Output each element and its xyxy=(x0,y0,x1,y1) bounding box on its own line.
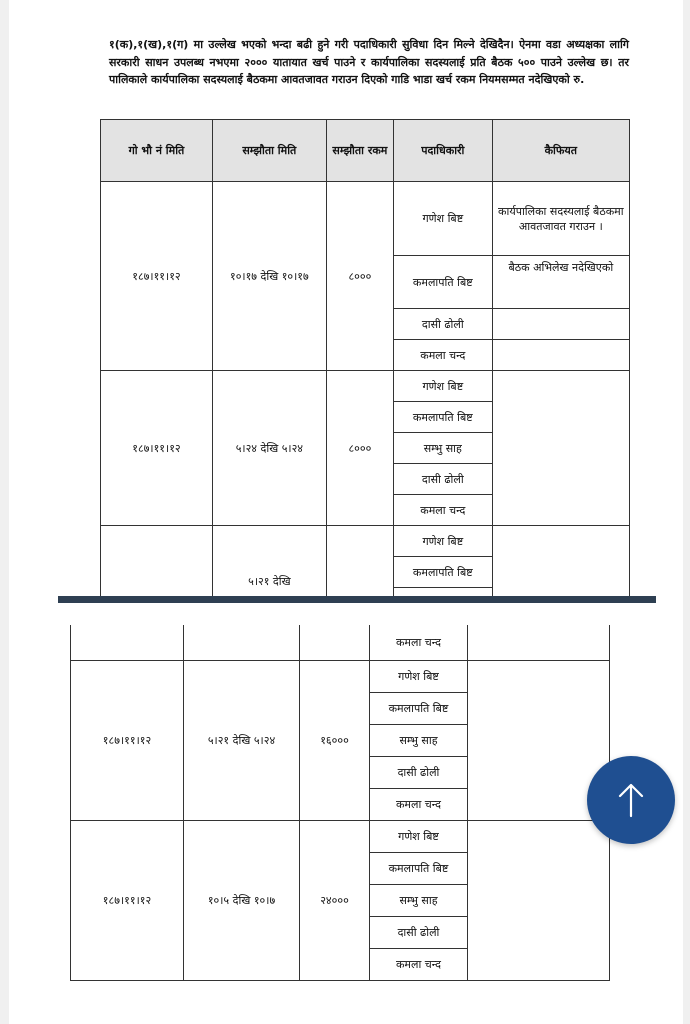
official-cell: कमला चन्द xyxy=(370,788,468,820)
official-cell: कमलापति बिष्ट xyxy=(370,852,468,884)
header-agreement-amount: सम्झौता रकम xyxy=(326,120,393,182)
official-cell: गणेश बिष्ट xyxy=(370,820,468,852)
agreement-date-cell: १०।५ देखि १०।७ xyxy=(184,820,300,980)
header-official: पदाधिकारी xyxy=(393,120,492,182)
agreement-date-cell: १०।१७ देखि १०।१७ xyxy=(212,182,326,371)
agreement-date-cell xyxy=(184,625,300,660)
remarks-cell xyxy=(492,309,629,340)
amount-cell: ८००० xyxy=(326,371,393,526)
official-cell: गणेश बिष्ट xyxy=(370,660,468,692)
agreement-date-cell: ५।२१ देखि ५।२४ xyxy=(184,660,300,820)
remarks-cell xyxy=(468,820,610,980)
official-cell: गणेश बिष्ट xyxy=(393,182,492,256)
amount-cell: १६००० xyxy=(300,660,370,820)
voucher-cell: १८७।११।१२ xyxy=(71,820,184,980)
expense-table-upper xyxy=(100,119,630,596)
agreement-date-cell: ५।२१ देखि xyxy=(212,526,326,597)
amount-cell xyxy=(300,625,370,660)
agreement-date-cell: ५।२४ देखि ५।२४ xyxy=(212,371,326,526)
voucher-cell xyxy=(71,625,184,660)
official-cell: गणेश बिष्ट xyxy=(393,526,492,557)
table-row xyxy=(71,625,610,660)
official-cell: दासी ढोली xyxy=(370,916,468,948)
page-divider xyxy=(58,596,656,603)
official-cell: दासी ढोली xyxy=(393,309,492,340)
arrow-up-icon xyxy=(614,780,648,820)
scroll-to-top-button[interactable] xyxy=(587,756,675,844)
header-remarks: कैफियत xyxy=(492,120,629,182)
official-cell: कमलापति बिष्ट xyxy=(393,557,492,588)
table-row xyxy=(71,820,610,852)
official-cell: कमलापति बिष्ट xyxy=(370,692,468,724)
remarks-cell xyxy=(492,371,629,526)
official-cell xyxy=(393,588,492,597)
official-cell: कमला चन्द xyxy=(370,948,468,980)
official-cell: कमला चन्द xyxy=(393,495,492,526)
expense-table-lower xyxy=(70,625,610,981)
official-cell: कमलापति बिष्ट xyxy=(393,256,492,309)
official-cell: कमला चन्द xyxy=(393,340,492,371)
official-cell: सम्भु साह xyxy=(393,433,492,464)
document-page xyxy=(9,0,683,1024)
voucher-cell: १८७।११।१२ xyxy=(71,660,184,820)
amount-cell xyxy=(326,526,393,597)
remarks-cell xyxy=(492,526,629,597)
voucher-cell: १८७।११।१२ xyxy=(101,371,213,526)
table-row xyxy=(101,182,630,256)
amount-cell: २४००० xyxy=(300,820,370,980)
official-cell: दासी ढोली xyxy=(393,464,492,495)
official-cell: सम्भु साह xyxy=(370,724,468,756)
official-cell: कमला चन्द xyxy=(370,625,468,660)
remarks-cell: कार्यपालिका सदस्यलाई बैठकमा आवतजावत गराउन । xyxy=(492,182,629,256)
remarks-cell xyxy=(468,625,610,660)
table-row xyxy=(101,371,630,402)
header-voucher: गो भौ नं मिति xyxy=(101,120,213,182)
voucher-cell xyxy=(101,526,213,597)
body-paragraph: १(क),१(ख),१(ग) मा उल्लेख भएको भन्दा बढी हुने गरी पदाधिकारी सुविधा दिन मिल्ने देखिदैन। ऐनमा वडा अध्यक्षका लागि सरकारी साधन उपलब्ध नभएमा २००० यातायात खर्च पाउने र कार्यपालिका सदस्यलाई प्रति बैठक ५०० पाउने उल्लेख छ। तर पालिकाले कार्यपालिका सदस्यलाई बैठकमा आवतजावत गराउन दिएको गाडि भाडा खर्च रकम नियमसम्मत नदेखिएको रु. xyxy=(109,38,629,86)
table-row xyxy=(101,526,630,557)
header-agreement-date: सम्झौता मिति xyxy=(212,120,326,182)
upper-page-section xyxy=(9,0,683,596)
official-cell: कमलापति बिष्ट xyxy=(393,402,492,433)
official-cell: गणेश बिष्ट xyxy=(393,371,492,402)
amount-cell: ८००० xyxy=(326,182,393,371)
table-row xyxy=(71,660,610,692)
official-cell: दासी ढोली xyxy=(370,756,468,788)
official-cell: सम्भु साह xyxy=(370,884,468,916)
voucher-cell: १८७।११।१२ xyxy=(101,182,213,371)
remarks-cell xyxy=(492,340,629,371)
remarks-cell: बैठक अभिलेख नदेखिएको xyxy=(492,256,629,309)
